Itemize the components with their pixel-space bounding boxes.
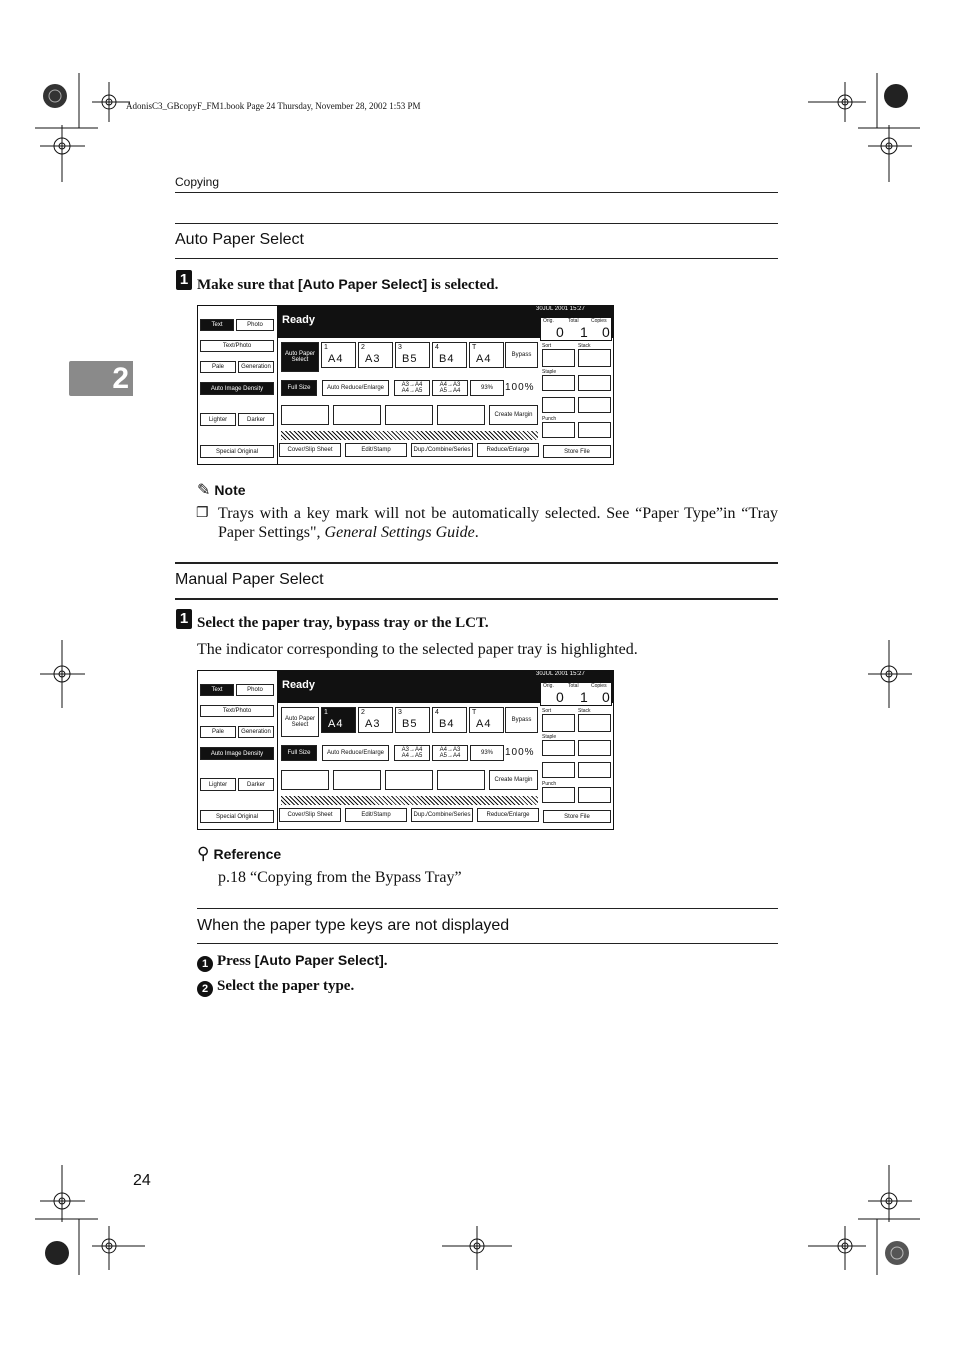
function-icon-button[interactable]	[333, 405, 381, 425]
panel-divider	[277, 671, 278, 829]
subsection-rule-bottom	[197, 943, 778, 944]
pencil-icon: ✎	[197, 482, 211, 499]
hatched-strip	[281, 431, 538, 440]
auto-image-density-button[interactable]: Auto Image Density	[200, 747, 274, 760]
sort-label: Sort	[542, 708, 552, 714]
staple-button[interactable]	[542, 762, 575, 778]
punch-label: Punch	[542, 781, 557, 787]
note-bullet: ❐	[196, 506, 209, 521]
bottom-tab-button[interactable]: Cover/Slip Sheet	[279, 808, 341, 822]
copies-count: 0	[602, 324, 610, 340]
substep-text: Select the paper type.	[217, 978, 355, 994]
orig-label: Orig.	[543, 683, 554, 689]
bottom-tab-button[interactable]: Reduce/Enlarge	[477, 808, 539, 822]
tray-size: B5	[402, 353, 418, 365]
substep-text-end: .	[383, 953, 388, 969]
chapter-number: 2	[112, 362, 129, 395]
ratio-93-button[interactable]: 93%	[470, 745, 504, 761]
special-original-button[interactable]: Special Original	[200, 445, 274, 458]
tray-number: T	[472, 344, 477, 351]
auto-image-density-button[interactable]: Auto Image Density	[200, 382, 274, 395]
bottom-tab-button[interactable]: Reduce/Enlarge	[477, 443, 539, 457]
ratio-93-button[interactable]: 93%	[470, 380, 504, 396]
stack-label: Stack	[578, 708, 591, 714]
generation-button[interactable]: Generation	[238, 361, 274, 373]
tray-size: A4	[328, 718, 344, 730]
subsection-title: When the paper type keys are not displayed	[197, 917, 510, 934]
status-text: Ready	[282, 314, 316, 326]
page-number: 24	[133, 1172, 151, 1189]
staple-button[interactable]	[542, 740, 575, 756]
punch-label: Punch	[542, 416, 557, 422]
substep-number: 1	[197, 956, 213, 972]
paper-tray-button[interactable]	[432, 342, 467, 368]
key-name: [Auto Paper Select]	[297, 276, 428, 292]
bottom-tab-button[interactable]: Dup./Combine/Series	[411, 443, 473, 457]
function-icon-button[interactable]	[333, 770, 381, 790]
text-photo-button[interactable]: Text/Photo	[200, 340, 274, 352]
lighter-button[interactable]: Lighter	[200, 413, 236, 426]
bottom-tab-button[interactable]: Edit/Stamp	[345, 443, 407, 457]
orig-label: Orig.	[543, 318, 554, 324]
note-text-end: .	[474, 524, 479, 541]
copies-label: Copies	[591, 318, 607, 324]
reference-label: Reference	[213, 846, 282, 862]
substep-1	[197, 952, 388, 972]
copies-label: Copies	[591, 683, 607, 689]
tray-number: 2	[361, 344, 365, 351]
store-file-button[interactable]: Store File	[543, 445, 611, 458]
function-icon-button[interactable]	[437, 405, 485, 425]
chapter-tab	[69, 361, 133, 396]
photo-button[interactable]: Photo	[236, 319, 274, 331]
auto-reduce-enlarge-button[interactable]: Auto Reduce/Enlarge	[322, 745, 389, 761]
bottom-tab-button[interactable]: Edit/Stamp	[345, 808, 407, 822]
special-original-button[interactable]: Special Original	[200, 810, 274, 823]
function-icon-button[interactable]	[281, 405, 329, 425]
staple-button[interactable]	[578, 397, 611, 413]
punch-button[interactable]	[578, 422, 611, 438]
total-count: 1	[580, 324, 588, 340]
note-heading	[197, 480, 246, 500]
hatched-strip	[281, 796, 538, 805]
reduce-preset-button[interactable]: A3→A4 A4→A5	[394, 745, 430, 761]
auto-reduce-enlarge-button[interactable]: Auto Reduce/Enlarge	[322, 380, 389, 396]
create-margin-button[interactable]: Create Margin	[489, 405, 538, 425]
step-instruction-manual: Select the paper tray, bypass tray or the LCT.	[197, 615, 489, 631]
punch-button[interactable]	[578, 787, 611, 803]
bottom-tab-button[interactable]: Cover/Slip Sheet	[279, 443, 341, 457]
staple-button[interactable]	[578, 740, 611, 756]
darker-button[interactable]: Darker	[238, 778, 274, 791]
staple-button[interactable]	[542, 375, 575, 391]
key-name: [Auto Paper Select]	[254, 952, 384, 968]
substep-text: Press	[217, 953, 255, 969]
paper-tray-button[interactable]	[358, 707, 393, 733]
pale-button[interactable]: Pale	[200, 726, 236, 738]
tray-number: 2	[361, 709, 365, 716]
ratio-display: 100%	[505, 382, 535, 393]
total-count: 1	[580, 689, 588, 705]
running-head: Copying	[175, 175, 220, 189]
step-number-badge: 1	[176, 270, 192, 290]
tray-number: 4	[435, 344, 439, 351]
tray-number: 3	[398, 709, 402, 716]
subsection-rule-top	[197, 908, 778, 909]
tray-number: 1	[324, 344, 328, 351]
paper-tray-button[interactable]	[358, 342, 393, 368]
auto-paper-select-button[interactable]: Auto Paper Select	[281, 707, 319, 737]
function-icon-button[interactable]	[281, 770, 329, 790]
reference-heading	[197, 844, 281, 864]
staple-button[interactable]	[542, 397, 575, 413]
total-label: Total	[568, 683, 579, 689]
step-text: Make sure that	[197, 277, 298, 293]
section-rule-bottom	[175, 598, 778, 600]
magnifier-icon: ⚲	[197, 844, 210, 863]
paper-tray-button[interactable]	[432, 707, 467, 733]
section-rule-top	[175, 223, 778, 224]
create-margin-button[interactable]: Create Margin	[489, 770, 538, 790]
darker-button[interactable]: Darker	[238, 413, 274, 426]
staple-button[interactable]	[578, 375, 611, 391]
tray-size: A4	[476, 718, 492, 730]
file-info: AdonisC3_GBcopyF_FM1.book Page 24 Thursday, November 28, 2002 1:53 PM	[126, 101, 421, 111]
section-title-auto: Auto Paper Select	[175, 231, 304, 248]
section-title-manual: Manual Paper Select	[175, 571, 324, 588]
orig-count: 0	[556, 689, 564, 705]
pale-button[interactable]: Pale	[200, 361, 236, 373]
enlarge-preset-button[interactable]: A4→A3 A5→A4	[432, 745, 468, 761]
tray-size: A4	[328, 353, 344, 365]
sort-label: Sort	[542, 343, 552, 349]
step-description: The indicator corresponding to the selected paper tray is highlighted.	[197, 641, 638, 658]
text-photo-button[interactable]: Text/Photo	[200, 705, 274, 717]
text-button[interactable]: Text	[200, 684, 234, 696]
tray-number: T	[472, 709, 477, 716]
header-rule	[175, 192, 778, 193]
bypass-button[interactable]: Bypass	[505, 342, 538, 368]
punch-button[interactable]	[542, 787, 575, 803]
copier-panel-screenshot	[197, 305, 614, 465]
note-text: Trays with a key mark will not be automatically selected. See “Paper Type”in “Tray Paper Settings",	[218, 505, 778, 541]
paper-tray-button[interactable]	[321, 342, 356, 368]
reference-text: p.18 “Copying from the Bypass Tray”	[218, 869, 462, 886]
staple-label: Staple	[542, 734, 557, 740]
paper-tray-button[interactable]	[469, 707, 504, 733]
orig-count: 0	[556, 324, 564, 340]
tray-number: 3	[398, 344, 402, 351]
step-instruction-auto	[197, 276, 498, 294]
tray-size: B4	[439, 718, 455, 730]
bypass-button[interactable]: Bypass	[505, 707, 538, 733]
note-guide-title: General Settings Guide	[324, 524, 475, 541]
sort-button[interactable]	[542, 349, 575, 367]
total-label: Total	[568, 318, 579, 324]
stack-button[interactable]	[578, 714, 611, 732]
section-rule-top	[175, 562, 778, 564]
text-button[interactable]: Text	[200, 319, 234, 331]
paper-tray-button[interactable]	[469, 342, 504, 368]
clock-text: 30JUL 2001 15:27	[536, 306, 585, 312]
copies-count: 0	[602, 689, 610, 705]
note-body	[218, 504, 778, 542]
full-size-button[interactable]: Full Size	[281, 380, 317, 396]
tray-size: A4	[476, 353, 492, 365]
generation-button[interactable]: Generation	[238, 726, 274, 738]
step-number-badge: 1	[176, 609, 192, 629]
section-rule-bottom	[175, 258, 778, 259]
punch-button[interactable]	[542, 422, 575, 438]
paper-tray-button[interactable]	[321, 707, 356, 733]
tray-number: 4	[435, 709, 439, 716]
paper-tray-button[interactable]	[395, 707, 430, 733]
store-file-button[interactable]: Store File	[543, 810, 611, 823]
sort-button[interactable]	[542, 714, 575, 732]
staple-button[interactable]	[578, 762, 611, 778]
auto-paper-select-button[interactable]: Auto Paper Select	[281, 342, 319, 372]
stack-button[interactable]	[578, 349, 611, 367]
tray-size: B5	[402, 718, 418, 730]
lighter-button[interactable]: Lighter	[200, 778, 236, 791]
enlarge-preset-button[interactable]: A4→A3 A5→A4	[432, 380, 468, 396]
function-icon-button[interactable]	[385, 770, 433, 790]
paper-tray-button[interactable]	[395, 342, 430, 368]
clock-text: 30JUL 2001 15:27	[536, 671, 585, 677]
tray-size: A3	[365, 718, 381, 730]
substep-2	[197, 978, 354, 997]
full-size-button[interactable]: Full Size	[281, 745, 317, 761]
tray-number: 1	[324, 709, 328, 716]
ratio-display: 100%	[505, 747, 535, 758]
substep-number: 2	[197, 981, 213, 997]
copier-panel-screenshot	[197, 670, 614, 830]
stack-label: Stack	[578, 343, 591, 349]
function-icon-button[interactable]	[437, 770, 485, 790]
step-text: is selected.	[427, 277, 499, 293]
function-icon-button[interactable]	[385, 405, 433, 425]
status-text: Ready	[282, 679, 316, 691]
panel-divider	[277, 306, 278, 464]
staple-label: Staple	[542, 369, 557, 375]
bottom-tab-button[interactable]: Dup./Combine/Series	[411, 808, 473, 822]
photo-button[interactable]: Photo	[236, 684, 274, 696]
note-label: Note	[214, 482, 246, 498]
reduce-preset-button[interactable]: A3→A4 A4→A5	[394, 380, 430, 396]
tray-size: A3	[365, 353, 381, 365]
tray-size: B4	[439, 353, 455, 365]
